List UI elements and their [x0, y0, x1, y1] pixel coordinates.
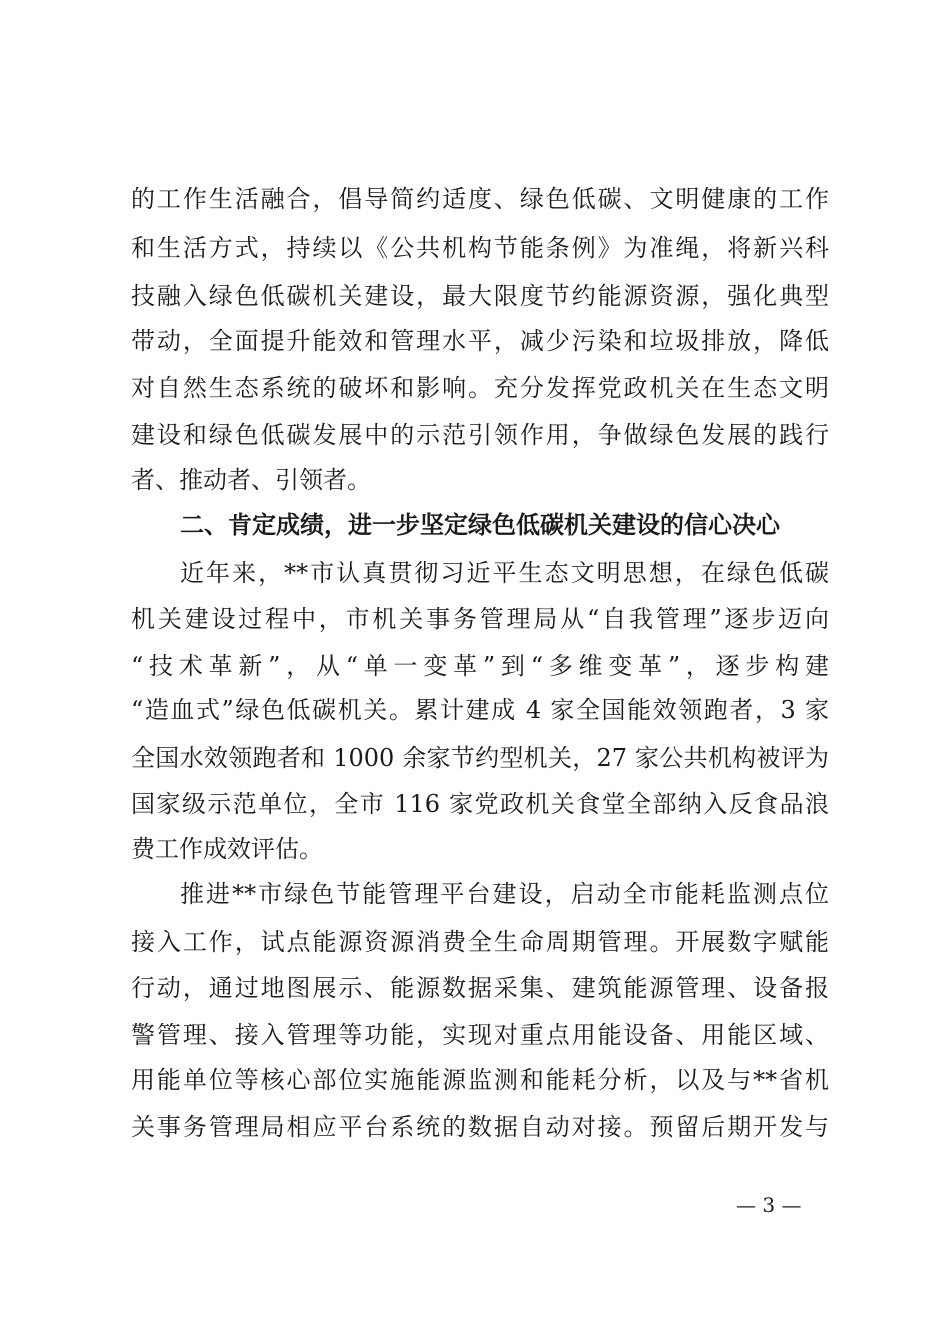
body-text-line: 全国水效领跑者和 1000 余家节约型机关，27 家公共机构被评为 — [131, 744, 829, 772]
body-text-line: 技融入绿色低碳机关建设，最大限度节约能源资源，强化典型 — [131, 282, 829, 310]
body-text-line: 近年来，**市认真贯彻习近平生态文明思想，在绿色低碳 — [180, 559, 829, 587]
body-text-line: “技术革新”，从“单一变革”到“多维变革”，逐步构建 — [131, 652, 829, 680]
body-text-line: 的工作生活融合，倡导简约适度、绿色低碳、文明健康的工作 — [131, 185, 829, 213]
body-text-line: 关事务管理局相应平台系统的数据自动对接。预留后期开发与 — [131, 1113, 829, 1141]
body-text-line: 用能单位等核心部位实施能源监测和能耗分析，以及与**省机 — [131, 1066, 829, 1094]
body-text-line: 推进**市绿色节能管理平台建设，启动全市能耗监测点位 — [180, 880, 829, 908]
body-text-line: 警管理、接入管理等功能，实现对重点用能设备、用能区域、 — [131, 1021, 829, 1049]
body-text-line: 机关建设过程中，市机关事务管理局从“自我管理”逐步迈向 — [131, 605, 829, 633]
page-number: — 3 — — [736, 1193, 802, 1217]
body-text-line: 国家级示范单位，全市 116 家党政机关食堂全部纳入反食品浪 — [131, 790, 829, 818]
body-text-line: 者、推动者、引领者。 — [131, 466, 371, 494]
body-text-line: 和生活方式，持续以《公共机构节能条例》为准绳，将新兴科 — [131, 234, 829, 262]
body-text-line: 接入工作，试点能源资源消费全生命周期管理。开展数字赋能 — [131, 928, 829, 956]
body-text-line: 建设和绿色低碳发展中的示范引领作用，争做绿色发展的践行 — [131, 421, 829, 449]
body-text-line: 费工作成效评估。 — [131, 835, 323, 863]
body-text-line: 行动，通过地图展示、能源数据采集、建筑能源管理、设备报 — [131, 974, 829, 1002]
body-text-line: “造血式”绿色低碳机关。累计建成 4 家全国能效领跑者，3 家 — [131, 696, 829, 724]
body-text-line: 对自然生态系统的破坏和影响。充分发挥党政机关在生态文明 — [131, 374, 829, 402]
section-heading: 二、肯定成绩，进一步坚定绿色低碳机关建设的信心决心 — [180, 511, 780, 539]
body-text-line: 带动，全面提升能效和管理水平，减少污染和垃圾排放，降低 — [131, 327, 829, 355]
